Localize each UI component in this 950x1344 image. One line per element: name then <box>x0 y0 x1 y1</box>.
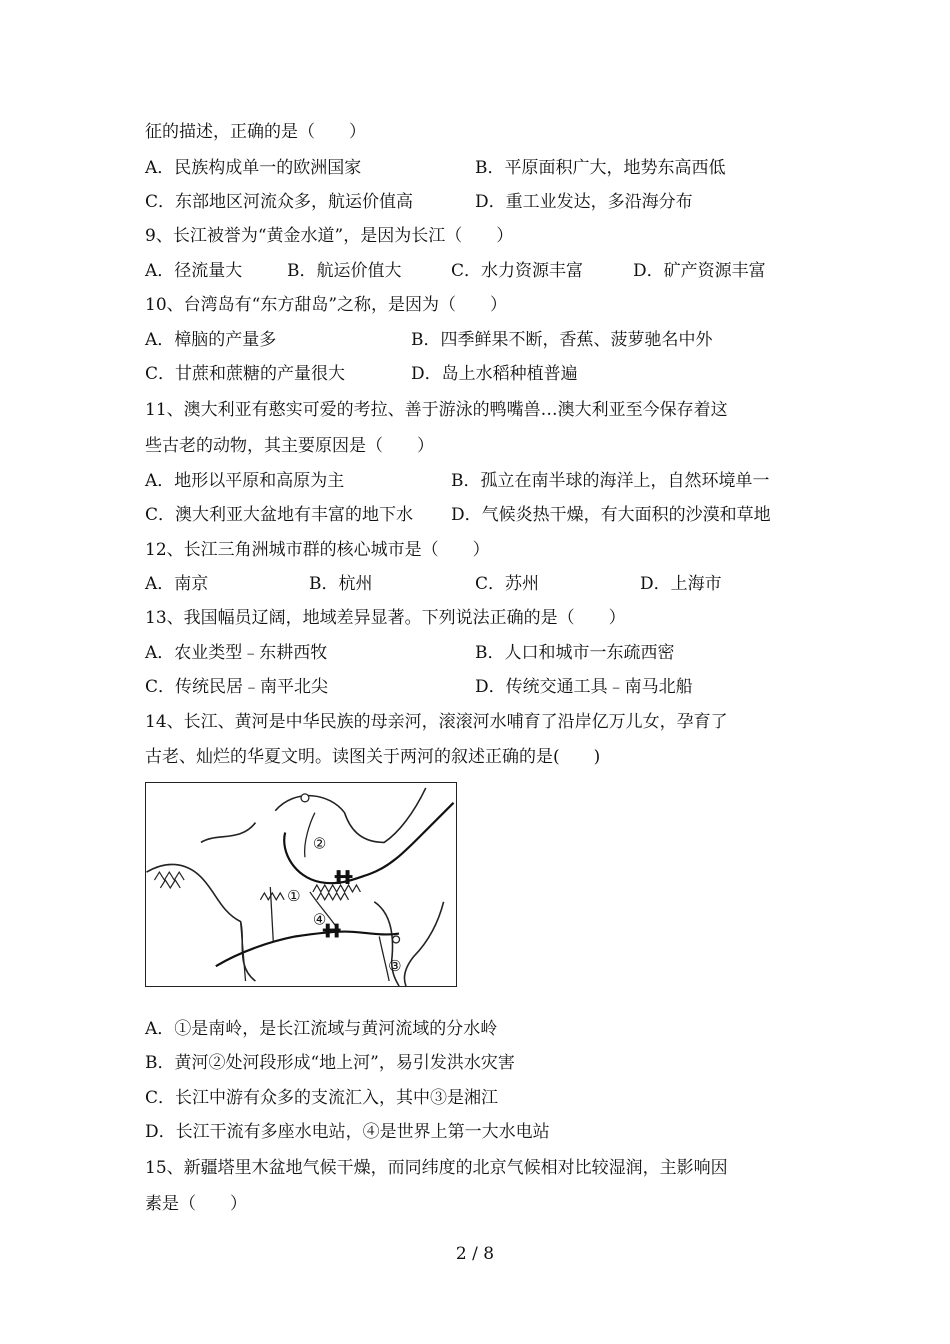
q9-option-b: B．航运价值大 <box>287 261 402 281</box>
q10-option-d: D．岛上水稻种植普遍 <box>411 364 578 384</box>
q14-stem-line2: 古老、灿烂的华夏文明。读图关于两河的叙述正确的是( ) <box>145 747 601 767</box>
line-q8-tail: 征的描述，正确的是（ ） <box>145 122 366 142</box>
mountain-range-west <box>154 872 184 888</box>
q11-option-a: A．地形以平原和高原为主 <box>145 471 345 491</box>
map-label-1: ① <box>287 886 301 905</box>
q13-option-a: A．农业类型﹣东耕西牧 <box>145 643 328 663</box>
q8-option-d: D．重工业发达，多沿海分布 <box>475 192 693 212</box>
city-marker <box>393 936 400 943</box>
q15-stem-line2: 素是（ ） <box>145 1194 247 1214</box>
city-marker <box>301 794 309 802</box>
q13-stem: 13、我国幅员辽阔，地域差异显著。下列说法正确的是（ ） <box>145 608 626 628</box>
q14-option-b: B．黄河②处河段形成“地上河”，易引发洪水灾害 <box>145 1053 515 1073</box>
q12-option-b: B．杭州 <box>309 574 373 594</box>
river-map-svg <box>146 783 456 986</box>
q12-option-d: D．上海市 <box>640 574 722 594</box>
q8-option-c: C．东部地区河流众多，航运价值高 <box>145 192 414 212</box>
q10-stem: 10、台湾岛有“东方甜岛”之称，是因为（ ） <box>145 295 508 315</box>
q10-option-c: C．甘蔗和蔗糖的产量很大 <box>145 364 346 384</box>
river-map-figure <box>145 782 457 987</box>
q10-option-b: B．四季鲜果不断，香蕉、菠萝驰名中外 <box>411 330 713 350</box>
q13-option-b: B．人口和城市一东疏西密 <box>475 643 675 663</box>
q13-option-c: C．传统民居﹣南平北尖 <box>145 677 329 697</box>
q15-stem-line1: 15、新疆塔里木盆地气候干燥，而同纬度的北京气候相对比较湿润，主影响因 <box>145 1158 728 1178</box>
q12-option-a: A．南京 <box>145 574 209 594</box>
q14-option-a: A．①是南岭，是长江流域与黄河流域的分水岭 <box>145 1019 498 1039</box>
q12-option-c: C．苏州 <box>475 574 540 594</box>
q14-stem-line1: 14、长江、黄河是中华民族的母亲河，滚滚河水哺育了沿岸亿万儿女，孕育了 <box>145 712 728 732</box>
page-number: 2 / 8 <box>455 1244 495 1264</box>
q11-option-d: D．气候炎热干燥，有大面积的沙漠和草地 <box>451 505 771 525</box>
q14-option-c: C．长江中游有众多的支流汇入，其中③是湘江 <box>145 1088 499 1108</box>
q11-option-b: B．孤立在南半球的海洋上，自然环境单一 <box>451 471 770 491</box>
q9-option-a: A．径流量大 <box>145 261 243 281</box>
map-label-3: ③ <box>388 957 402 976</box>
q11-stem-line1: 11、澳大利亚有憨实可爱的考拉、善于游泳的鸭嘴兽…澳大利亚至今保存着这 <box>145 400 728 420</box>
yellow-river <box>284 803 453 883</box>
map-label-4: ④ <box>312 910 327 929</box>
map-label-2: ② <box>312 834 327 853</box>
q14-option-d: D．长江干流有多座水电站，④是世界上第一大水电站 <box>145 1122 550 1142</box>
q11-option-c: C．澳大利亚大盆地有丰富的地下水 <box>145 505 414 525</box>
q8-option-a: A．民族构成单一的欧洲国家 <box>145 158 362 178</box>
q9-option-d: D．矿产资源丰富 <box>633 261 766 281</box>
q11-stem-line2: 些古老的动物，其主要原因是（ ） <box>145 436 434 456</box>
q9-stem: 9、长江被誉为“黄金水道”，是因为长江（ ） <box>145 226 514 246</box>
q12-stem: 12、长江三角洲城市群的核心城市是（ ） <box>145 540 490 560</box>
q10-option-a: A．樟脑的产量多 <box>145 330 277 350</box>
q9-option-c: C．水力资源丰富 <box>451 261 584 281</box>
q13-option-d: D．传统交通工具﹣南马北船 <box>475 677 693 697</box>
q8-option-b: B．平原面积广大，地势东高西低 <box>475 158 726 178</box>
